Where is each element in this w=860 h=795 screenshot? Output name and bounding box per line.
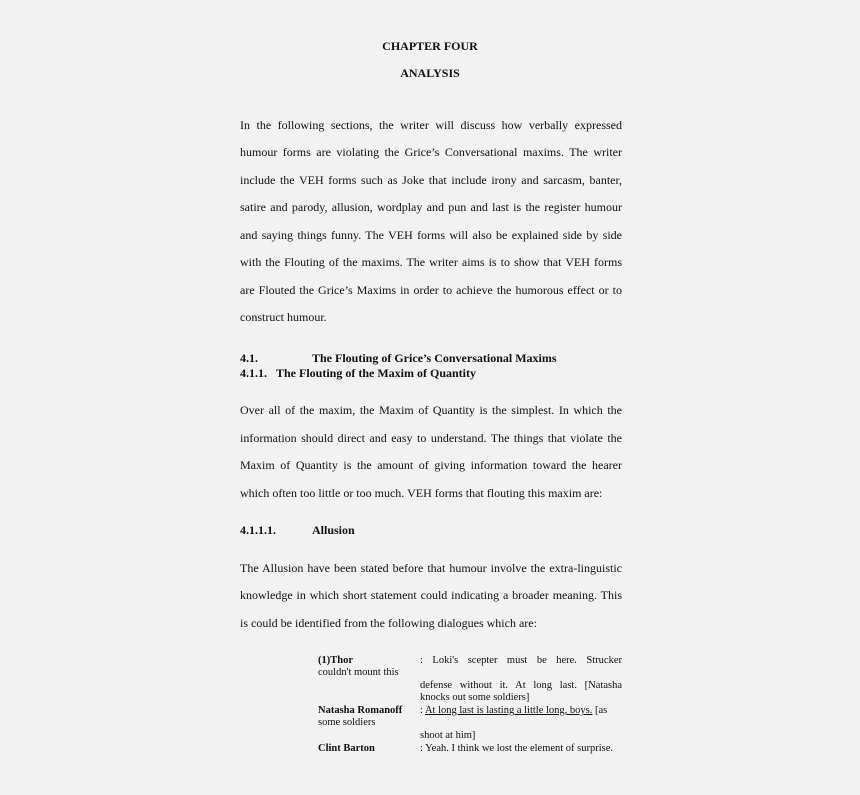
text-line: are Flouted the Grice’s Maxims in order to achieve the humorous effect or to bbox=[240, 283, 622, 297]
text-line: and saying things funny. The VEH forms will also be explained side by side bbox=[240, 228, 622, 242]
dialogue-line bbox=[420, 705, 607, 717]
text-line: knowledge in which short statement could indicating a broader meaning. This bbox=[240, 588, 622, 602]
text-line: Over all of the maxim, the Maxim of Quantity is the simplest. In which the bbox=[240, 403, 622, 417]
text-line: is could be identified from the following dialogues which are: bbox=[240, 616, 537, 630]
dialogue-line: : Yeah. I think we lost the element of surprise. bbox=[420, 743, 614, 754]
text-line: with the Flouting of the maxims. The writer aims is to show that VEH forms bbox=[240, 255, 622, 269]
dialogue-colon: : bbox=[420, 705, 423, 716]
dialogue-line: defense without it. At long last. [Natasha bbox=[420, 680, 622, 691]
dialogue-line: some soldiers bbox=[318, 717, 376, 728]
dialogue-text: [as bbox=[595, 705, 608, 716]
text-line: include the VEH forms such as Joke that include irony and sarcasm, banter, bbox=[240, 173, 622, 187]
text-line: Maxim of Quantity is the amount of giving information toward the hearer bbox=[240, 458, 622, 472]
section-number: 4.1. bbox=[240, 351, 258, 365]
chapter-title: ANALYSIS bbox=[400, 66, 460, 80]
section-title: The Flouting of Grice’s Conversational Maxims bbox=[312, 351, 557, 365]
subsection-number: 4.1.1. bbox=[240, 366, 267, 380]
text-line: In the following sections, the writer will discuss how verbally expressed bbox=[240, 118, 622, 132]
subsubsection-title: Allusion bbox=[312, 523, 355, 537]
dialogue-line: shoot at him] bbox=[420, 730, 476, 741]
dialogue-line: couldn't mount this bbox=[318, 667, 399, 678]
text-line: satire and parody, allusion, wordplay and pun and last is the register humour bbox=[240, 200, 622, 214]
text-line: The Allusion have been stated before that humour involve the extra-linguistic bbox=[240, 561, 622, 575]
speaker-thor: (1)Thor bbox=[318, 655, 353, 666]
text-line: which often too little or too much. VEH forms that flouting this maxim are: bbox=[240, 486, 603, 500]
subsubsection-number: 4.1.1.1. bbox=[240, 523, 276, 537]
speaker-natasha: Natasha Romanoff bbox=[318, 705, 403, 716]
speaker-clint: Clint Barton bbox=[318, 743, 375, 754]
dialogue-line: : Loki's scepter must be here. Strucker bbox=[420, 655, 622, 666]
subsection-title: The Flouting of the Maxim of Quantity bbox=[276, 366, 476, 380]
text-line: construct humour. bbox=[240, 310, 327, 324]
dialogue-line: knocks out some soldiers] bbox=[420, 692, 530, 703]
text-line: humour forms are violating the Grice’s Conversational maxims. The writer bbox=[240, 145, 622, 159]
text-line: information should direct and easy to understand. The things that violate the bbox=[240, 431, 622, 445]
underlined-quote: At long last is lasting a little long, boys. bbox=[424, 705, 593, 716]
chapter-heading: CHAPTER FOUR bbox=[382, 39, 478, 53]
